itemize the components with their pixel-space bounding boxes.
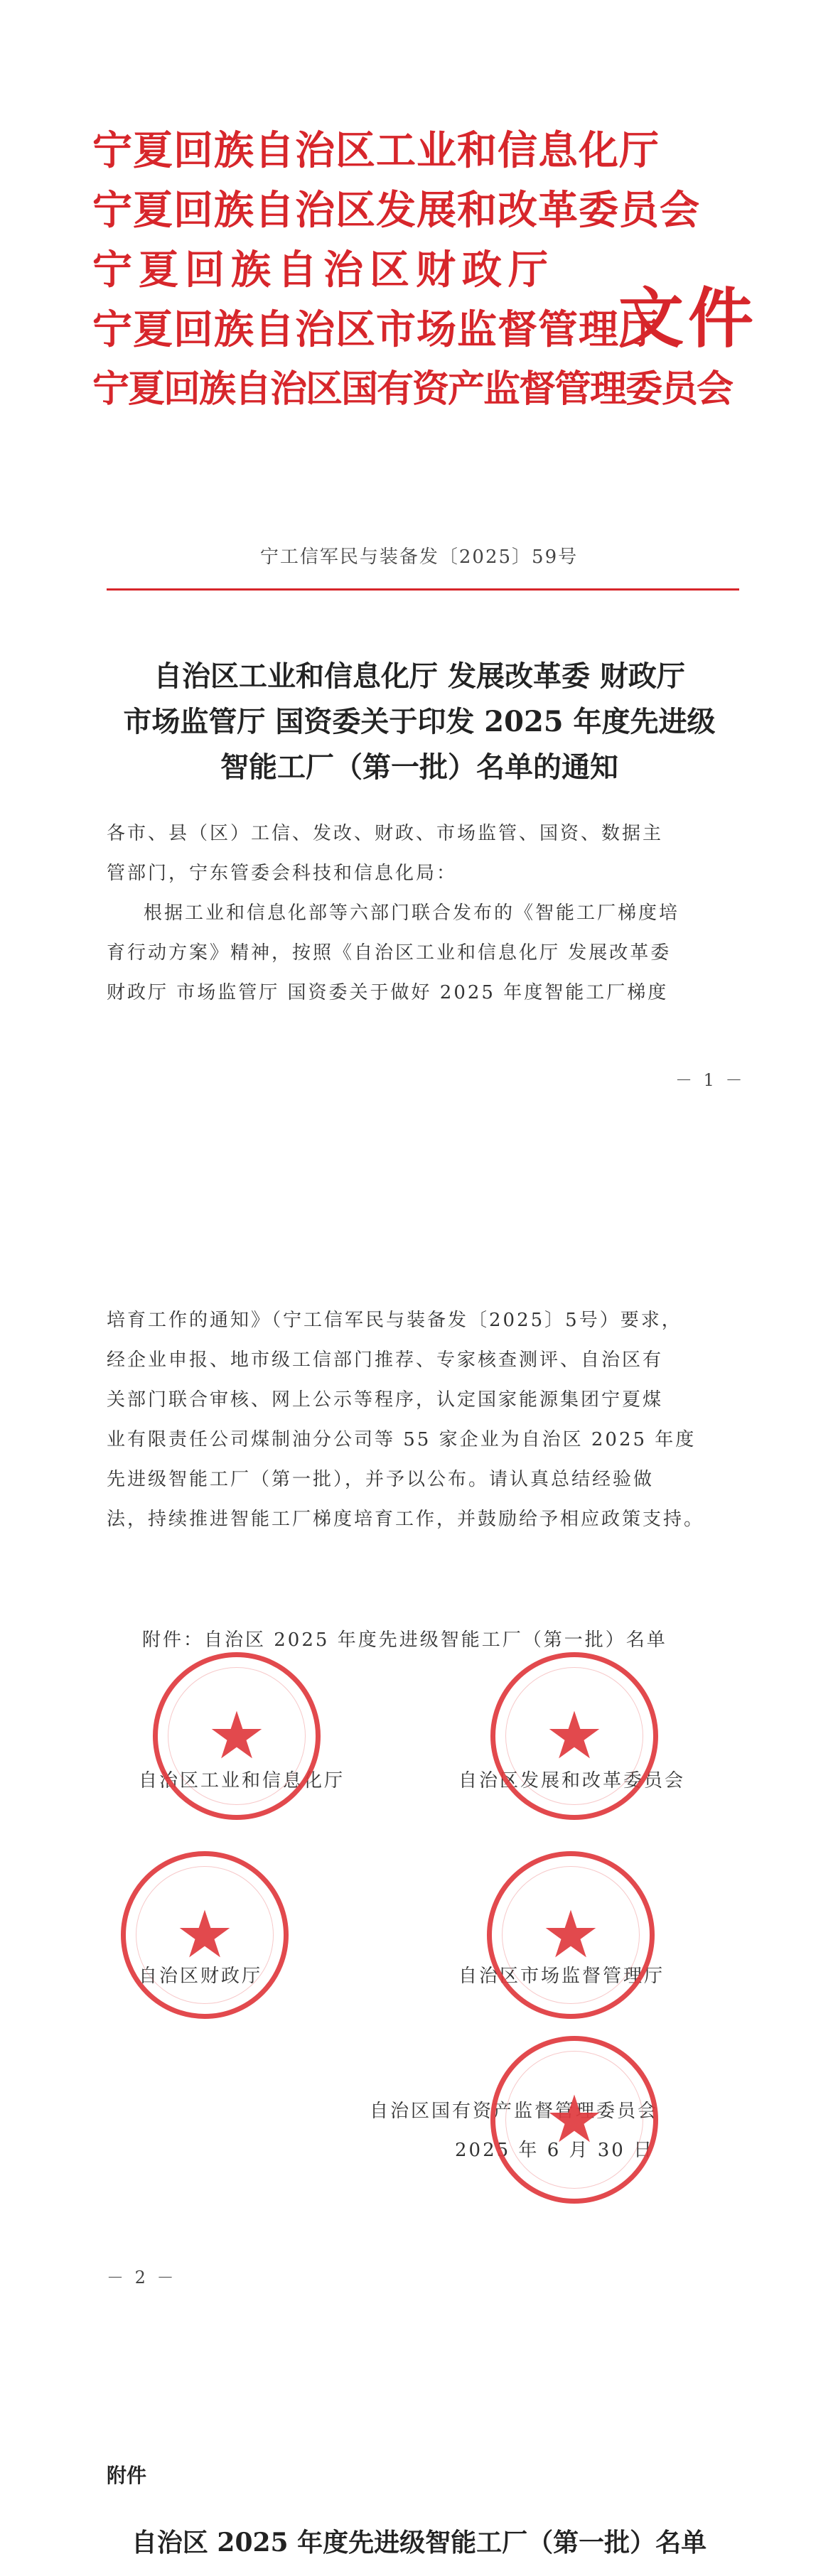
para1-line-1: 根据工业和信息化部等六部门联合发布的《智能工厂梯度培: [144, 902, 680, 924]
doc-number: 宁工信军民与装备发〔2025〕59号: [259, 546, 579, 568]
page-1: [0, 0, 838, 1151]
page-number-2: － 2 －: [107, 2268, 177, 2287]
attachment-label: 附件: [107, 2464, 147, 2487]
doc-label: 文件: [618, 280, 758, 357]
attachment-title: 自治区 2025 年度先进级智能工厂（第一批）名单: [131, 2528, 707, 2558]
attachment-note: 附件：自治区 2025 年度先进级智能工厂（第一批）名单: [142, 1629, 667, 1651]
star-icon: ★: [207, 1698, 267, 1774]
recipients: [107, 814, 732, 1013]
signer-4: 自治区市场监督管理厅: [458, 1966, 665, 1987]
issuer-4: 宁夏回族自治区市场监督管理厅: [92, 306, 660, 353]
paragraph-2: [107, 1300, 732, 1539]
seal-state-assets: [490, 2036, 658, 2204]
issuer-3: 宁夏回族自治区财政厅: [92, 247, 554, 293]
para1-line-2: 育行动方案》精神，按照《自治区工业和信息化厅 发展改革委: [107, 942, 672, 964]
para2-line-4: 业有限责任公司煤制油分公司等 55 家企业为自治区 2025 年度: [107, 1429, 697, 1450]
page-number-1: － 1 －: [675, 1070, 746, 1090]
title-line-2: 市场监管厅 国资委关于印发 2025 年度先进级: [123, 705, 716, 738]
issuer-1: 宁夏回族自治区工业和信息化厅: [92, 127, 660, 174]
recipients-line-1: 各市、县（区）工信、发改、财政、市场监管、国资、数据主: [107, 823, 664, 844]
recipients-line-2: 管部门，宁东管委会科技和信息化局：: [107, 863, 458, 884]
para2-line-2: 经企业申报、地市级工信部门推荐、专家核查测评、自治区有: [107, 1349, 664, 1371]
title-line-3: 智能工厂（第一批）名单的通知: [220, 750, 618, 784]
seal-industry-dept: [153, 1652, 321, 1820]
title-line-1: 自治区工业和信息化厅 发展改革委 财政厅: [154, 659, 685, 693]
para2-line-1: 培育工作的通知》（宁工信军民与装备发〔2025〕5号）要求，: [107, 1310, 682, 1331]
issuer-5: 宁夏回族自治区国有资产监督管理委员会: [92, 367, 733, 411]
para2-line-5: 先进级智能工厂（第一批），并予以公布。请认真总结经验做: [107, 1469, 655, 1490]
page-2: [0, 1151, 838, 2430]
signer-3: 自治区财政厅: [139, 1966, 263, 1987]
document-title: [92, 654, 746, 790]
para2-line-6: 法，持续推进智能工厂梯度培育工作，并鼓励给予相应政策支持。: [107, 1509, 705, 1530]
signer-2: 自治区发展和改革委员会: [458, 1770, 686, 1791]
red-divider: [107, 588, 739, 591]
seal-finance-dept: [121, 1851, 289, 2019]
star-icon: ★: [544, 1698, 604, 1774]
issuer-2: 宁夏回族自治区发展和改革委员会: [92, 187, 700, 234]
signer-1: 自治区工业和信息化厅: [139, 1770, 345, 1791]
para2-line-3: 关部门联合审核、网上公示等程序，认定国家能源集团宁夏煤: [107, 1389, 664, 1411]
para1-line-3: 财政厅 市场监管厅 国资委关于做好 2025 年度智能工厂梯度: [107, 982, 669, 1003]
signer-5: 自治区国有资产监督管理委员会: [370, 2101, 659, 2122]
star-icon: ★: [541, 1897, 601, 1973]
star-icon: ★: [175, 1897, 235, 1973]
seal-development-reform: [490, 1652, 658, 1820]
issue-date: 2025 年 6 月 30 日: [455, 2140, 655, 2161]
star-icon: ★: [544, 2081, 604, 2157]
seal-market-regulation: [487, 1851, 655, 2019]
